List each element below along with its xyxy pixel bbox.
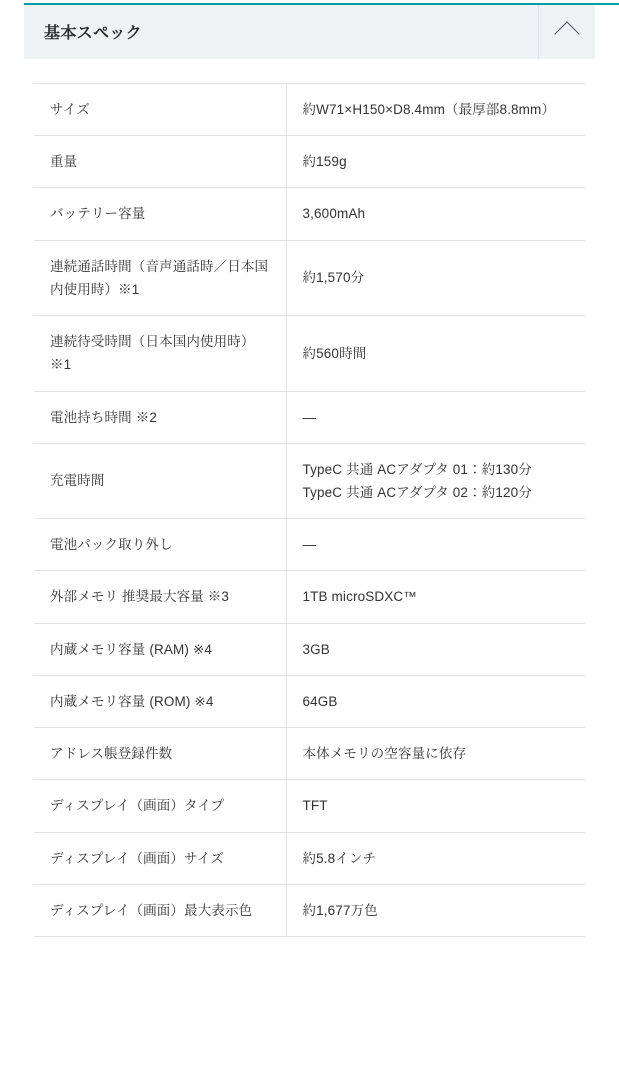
- spec-value: 本体メモリの空容量に依存: [286, 728, 585, 780]
- spec-label: 電池持ち時間 ※2: [34, 391, 286, 443]
- spec-value: 64GB: [286, 675, 585, 727]
- spec-value-line-2: TypeC 共通 ACアダプタ 02：約120分: [302, 484, 532, 500]
- spec-value: 3,600mAh: [286, 188, 585, 240]
- table-row: [34, 443, 585, 518]
- spec-label: サイズ: [34, 84, 286, 136]
- spec-value: 約1,677万色: [286, 884, 585, 936]
- spec-label: 内蔵メモリ容量 (RAM) ※4: [34, 623, 286, 675]
- spec-table: [34, 83, 585, 937]
- table-row: [34, 728, 585, 780]
- spec-value: 約5.8インチ: [286, 832, 585, 884]
- spec-value: —: [286, 391, 585, 443]
- spec-value: TFT: [286, 780, 585, 832]
- spec-label: ディスプレイ（画面）サイズ: [34, 832, 286, 884]
- table-row: [34, 571, 585, 623]
- table-row: [34, 391, 585, 443]
- table-row: [34, 675, 585, 727]
- spec-label: 充電時間: [34, 443, 286, 518]
- table-row: [34, 780, 585, 832]
- spec-value: 約159g: [286, 136, 585, 188]
- spec-value: [286, 443, 585, 518]
- accordion-title: 基本スペック: [44, 24, 142, 42]
- spec-label: バッテリー容量: [34, 188, 286, 240]
- spec-table-container: [34, 83, 585, 937]
- top-divider: [24, 3, 619, 5]
- table-row: [34, 136, 585, 188]
- spec-page: [0, 3, 619, 1083]
- table-row: [34, 84, 585, 136]
- spec-label: 外部メモリ 推奨最大容量 ※3: [34, 571, 286, 623]
- table-row: [34, 519, 585, 571]
- spec-label: 連続待受時間（日本国内使用時）※1: [34, 316, 286, 391]
- table-row: [34, 240, 585, 315]
- table-row: [34, 884, 585, 936]
- spec-value-line-1: TypeC 共通 ACアダプタ 01：約130分: [302, 461, 532, 477]
- table-row: [34, 832, 585, 884]
- spec-label: ディスプレイ（画面）タイプ: [34, 780, 286, 832]
- spec-label: 連続通話時間（音声通話時／日本国内使用時）※1: [34, 240, 286, 315]
- chevron-up-icon: [554, 21, 579, 46]
- spec-value: —: [286, 519, 585, 571]
- spec-label: 内蔵メモリ容量 (ROM) ※4: [34, 675, 286, 727]
- spec-label: ディスプレイ（画面）最大表示色: [34, 884, 286, 936]
- spec-label: 重量: [34, 136, 286, 188]
- spec-label: アドレス帳登録件数: [34, 728, 286, 780]
- spec-label: 電池パック取り外し: [34, 519, 286, 571]
- spec-value: 約W71×H150×D8.4mm（最厚部8.8mm）: [286, 84, 585, 136]
- spec-value: 3GB: [286, 623, 585, 675]
- spec-value: 約560時間: [286, 316, 585, 391]
- table-row: [34, 623, 585, 675]
- spec-value: 約1,570分: [286, 240, 585, 315]
- table-row: [34, 188, 585, 240]
- accordion-toggle-button[interactable]: [538, 3, 595, 59]
- table-row: [34, 316, 585, 391]
- accordion-basic-spec[interactable]: [24, 3, 595, 59]
- spec-table-body: [34, 84, 585, 937]
- spec-value: 1TB microSDXC™: [286, 571, 585, 623]
